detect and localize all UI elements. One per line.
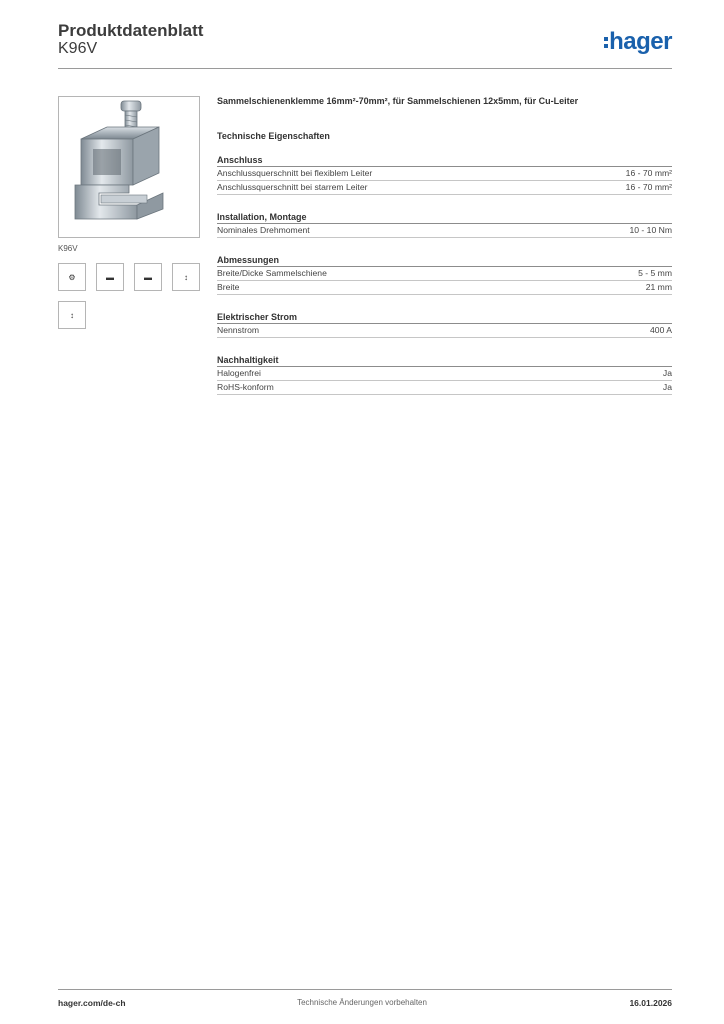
spec-group-strom bbox=[217, 312, 672, 338]
spec-value: 16 - 70 mm² bbox=[625, 182, 672, 192]
clamp-top-icon: ▬ bbox=[144, 272, 152, 282]
group-title: Installation, Montage bbox=[217, 212, 672, 224]
hager-logo[interactable] bbox=[604, 28, 672, 56]
spec-row bbox=[217, 267, 672, 281]
clamp-side-icon: ▬ bbox=[106, 272, 114, 282]
spec-value: 10 - 10 Nm bbox=[629, 225, 672, 235]
logo-text: hager bbox=[609, 28, 672, 55]
busbar-clamp-icon bbox=[59, 97, 199, 237]
spec-value: 16 - 70 mm² bbox=[625, 168, 672, 178]
group-title: Elektrischer Strom bbox=[217, 312, 672, 324]
spec-group-anschluss bbox=[217, 155, 672, 195]
spec-row bbox=[217, 381, 672, 395]
logo-dots-icon bbox=[604, 34, 608, 51]
spec-row bbox=[217, 181, 672, 195]
spec-label: Breite/Dicke Sammelschiene bbox=[217, 268, 327, 278]
spec-label: Breite bbox=[217, 282, 240, 292]
header-divider bbox=[58, 68, 672, 69]
spec-row bbox=[217, 367, 672, 381]
thumbnail-4[interactable] bbox=[172, 263, 200, 291]
footer-date: 16.01.2026 bbox=[629, 998, 672, 1008]
thumbnail-5[interactable] bbox=[58, 301, 86, 329]
product-image[interactable] bbox=[58, 96, 200, 238]
clamp-front-icon: ⚙ bbox=[68, 272, 76, 282]
spec-label: Anschlussquerschnitt bei flexiblem Leiter bbox=[217, 168, 373, 178]
footer-divider bbox=[58, 989, 672, 990]
spec-label: Anschlussquerschnitt bei starrem Leiter bbox=[217, 182, 368, 192]
clamp-drawing-icon: ↕ bbox=[70, 310, 74, 320]
spec-value: Ja bbox=[662, 368, 672, 378]
spec-label: Nennstrom bbox=[217, 325, 260, 335]
spec-value: 5 - 5 mm bbox=[638, 268, 672, 278]
spec-value: Ja bbox=[662, 382, 672, 392]
footer-disclaimer: Technische Änderungen vorbehalten bbox=[297, 998, 427, 1007]
group-title: Nachhaltigkeit bbox=[217, 355, 672, 367]
group-title: Anschluss bbox=[217, 155, 672, 167]
thumbnail-1[interactable] bbox=[58, 263, 86, 291]
clamp-detail-icon: ↕ bbox=[184, 272, 188, 282]
spec-label: Nominales Drehmoment bbox=[217, 225, 310, 235]
spec-label: Halogenfrei bbox=[217, 368, 261, 378]
spec-group-installation bbox=[217, 212, 672, 238]
spec-row bbox=[217, 281, 672, 295]
product-code: K96V bbox=[58, 40, 98, 57]
thumbnail-2[interactable] bbox=[96, 263, 124, 291]
section-title: Technische Eigenschaften bbox=[217, 131, 330, 141]
group-title: Abmessungen bbox=[217, 255, 672, 267]
footer-website-link[interactable]: hager.com/de-ch bbox=[58, 998, 126, 1008]
spec-row bbox=[217, 167, 672, 181]
thumbnail-3[interactable] bbox=[134, 263, 162, 291]
spec-label: RoHS-konform bbox=[217, 382, 274, 392]
spec-value: 400 A bbox=[650, 325, 672, 335]
spec-group-nachhaltigkeit bbox=[217, 355, 672, 395]
spec-content bbox=[217, 96, 672, 395]
image-caption: K96V bbox=[58, 244, 78, 253]
spec-value: 21 mm bbox=[645, 282, 672, 292]
page-title: Produktdatenblatt bbox=[58, 21, 204, 40]
spec-row bbox=[217, 224, 672, 238]
product-description: Sammelschienenklemme 16mm²-70mm², für Sammelschienen 12x5mm, für Cu-Leiter bbox=[217, 96, 579, 106]
spec-row bbox=[217, 324, 672, 338]
spec-group-abmessungen bbox=[217, 255, 672, 295]
